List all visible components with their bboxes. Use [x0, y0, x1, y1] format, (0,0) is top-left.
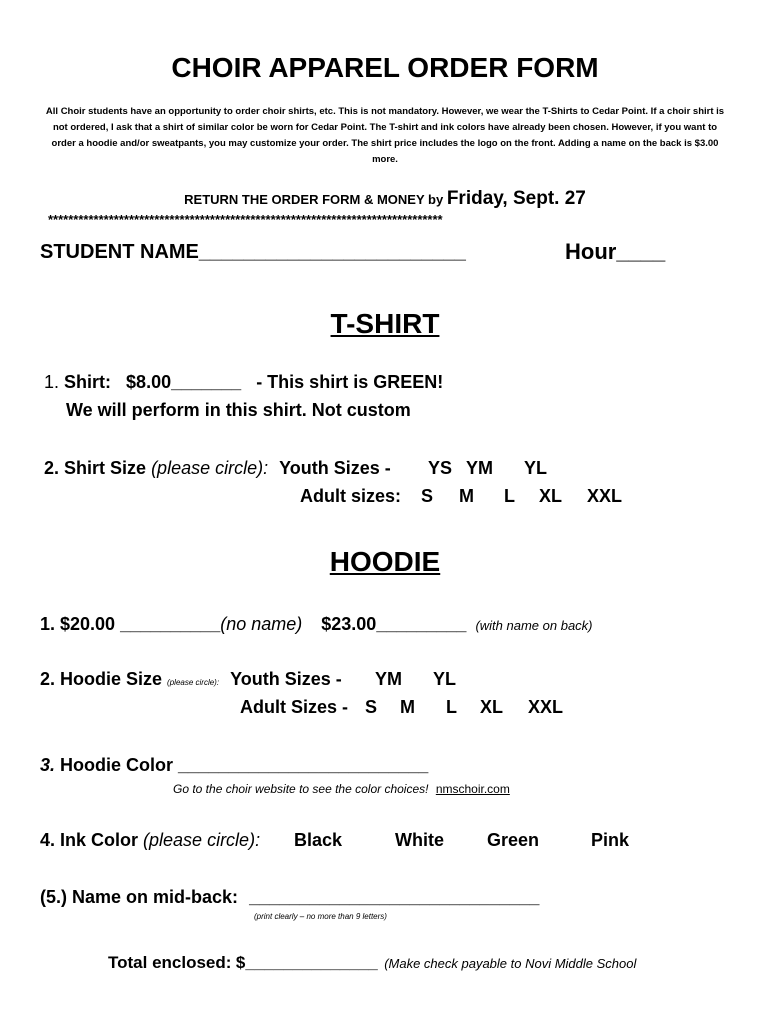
divider-stars: ******************************************************************************: [48, 212, 443, 227]
hour-label: Hour: [565, 239, 617, 264]
size-option[interactable]: L: [504, 486, 515, 506]
shirt-adult-label: Adult sizes:: [300, 486, 402, 506]
ink-color-option[interactable]: White: [395, 830, 444, 850]
hoodie-color-label: Hoodie Color: [60, 755, 174, 775]
student-name-label: STUDENT NAME: [40, 241, 199, 263]
form-title: CHOIR APPAREL ORDER FORM: [171, 52, 599, 83]
shirt-youth-label: Youth Sizes -: [279, 458, 391, 478]
hoodie-price-line: [40, 614, 593, 635]
hoodie-youth-label: Youth Sizes -: [230, 669, 342, 689]
item-number: 1.: [44, 372, 60, 392]
size-option[interactable]: YS: [428, 458, 453, 478]
student-name-blank[interactable]: ________________________: [198, 241, 466, 263]
total-line: [108, 953, 636, 973]
size-option[interactable]: S: [421, 486, 434, 506]
name-on-back-line: [40, 887, 539, 908]
hoodie-price-with-name-blank[interactable]: _________: [376, 614, 467, 634]
color-choices-note-line: [173, 782, 510, 796]
hoodie-color-line: [40, 755, 428, 776]
total-dollar: $: [235, 953, 246, 972]
hoodie-adult-label: Adult Sizes -: [240, 697, 349, 717]
name-on-back-label: (5.) Name on mid-back:: [40, 887, 239, 907]
size-option[interactable]: YL: [524, 458, 548, 478]
hoodie-price-with-name: $23.00: [321, 614, 377, 634]
name-on-back-note: (print clearly – no more than 9 letters): [254, 912, 387, 921]
tshirt-heading: T-SHIRT: [330, 308, 440, 339]
name-on-back-blank[interactable]: _____________________________: [249, 887, 540, 907]
hoodie-heading: HOODIE: [329, 546, 441, 577]
shirt-price: $8.00: [126, 372, 172, 392]
size-option[interactable]: YM: [466, 458, 493, 478]
hoodie-size-label: 2. Hoodie Size: [40, 669, 163, 689]
size-option[interactable]: XXL: [528, 697, 564, 717]
size-option[interactable]: XXL: [587, 486, 623, 506]
choir-website-link[interactable]: nmschoir.com: [435, 782, 510, 796]
hoodie-price-no-name-blank[interactable]: __________: [120, 614, 221, 634]
size-option[interactable]: XL: [539, 486, 563, 506]
size-option[interactable]: S: [365, 697, 378, 717]
size-option[interactable]: M: [400, 697, 415, 717]
size-option[interactable]: YM: [375, 669, 402, 689]
ink-color-label: 4. Ink Color: [40, 830, 139, 850]
hoodie-no-name-note: (no name): [220, 614, 303, 634]
size-option[interactable]: L: [446, 697, 457, 717]
ink-color-hint: (please circle):: [143, 830, 261, 850]
hoodie-size-hint: (please circle):: [167, 678, 220, 687]
shirt-price-blank[interactable]: _______: [171, 372, 242, 392]
ink-color-line: [40, 830, 260, 851]
return-date: Friday, Sept. 27: [446, 188, 586, 209]
total-label: Total enclosed:: [108, 953, 232, 972]
hour-field[interactable]: [565, 239, 665, 265]
shirt-label: Shirt:: [64, 372, 112, 392]
hour-blank[interactable]: ____: [616, 239, 666, 264]
intro-paragraph: All Choir students have an opportunity to order choir shirts, etc. This is not mandatory. However, we wear the T-Shirts to Cedar Point. If a choir shirt is not ordered, I ask that a shirt of similar color be worn for Cedar Point. The T-shirt and ink colors have already been chosen. However, if you want to order a hoodie and/or sweatpants, you may customize your order. The shirt price includes the logo on the front. Adding a name on the back is $3.00 more.: [45, 106, 725, 165]
shirt-size-hint: (please circle):: [151, 458, 269, 478]
shirt-size-line: [44, 458, 391, 479]
shirt-color-note: - This shirt is GREEN!: [256, 372, 444, 392]
hoodie-with-name-note: (with name on back): [475, 618, 593, 633]
hoodie-color-blank[interactable]: _________________________: [178, 755, 429, 775]
shirt-price-line: [44, 372, 443, 393]
ink-color-option[interactable]: Pink: [591, 830, 630, 850]
total-blank[interactable]: ______________: [245, 953, 378, 972]
hoodie-size-line: [40, 669, 342, 690]
shirt-size-label: 2. Shirt Size: [44, 458, 147, 478]
ink-color-option[interactable]: Black: [294, 830, 343, 850]
ink-color-option[interactable]: Green: [487, 830, 540, 850]
hoodie-color-number: 3.: [40, 755, 56, 775]
check-payable-note: (Make check payable to Novi Middle School: [384, 956, 637, 971]
size-option[interactable]: M: [459, 486, 474, 506]
size-option[interactable]: XL: [480, 697, 504, 717]
shirt-perform-note: We will perform in this shirt. Not custom: [66, 400, 411, 420]
color-choices-note: Go to the choir website to see the color choices!: [173, 782, 429, 796]
return-label: RETURN THE ORDER FORM & MONEY by: [184, 192, 447, 207]
return-deadline: [0, 188, 770, 210]
student-name-field[interactable]: [40, 241, 466, 264]
hoodie-price-no-name: 1. $20.00: [40, 614, 116, 634]
size-option[interactable]: YL: [433, 669, 457, 689]
